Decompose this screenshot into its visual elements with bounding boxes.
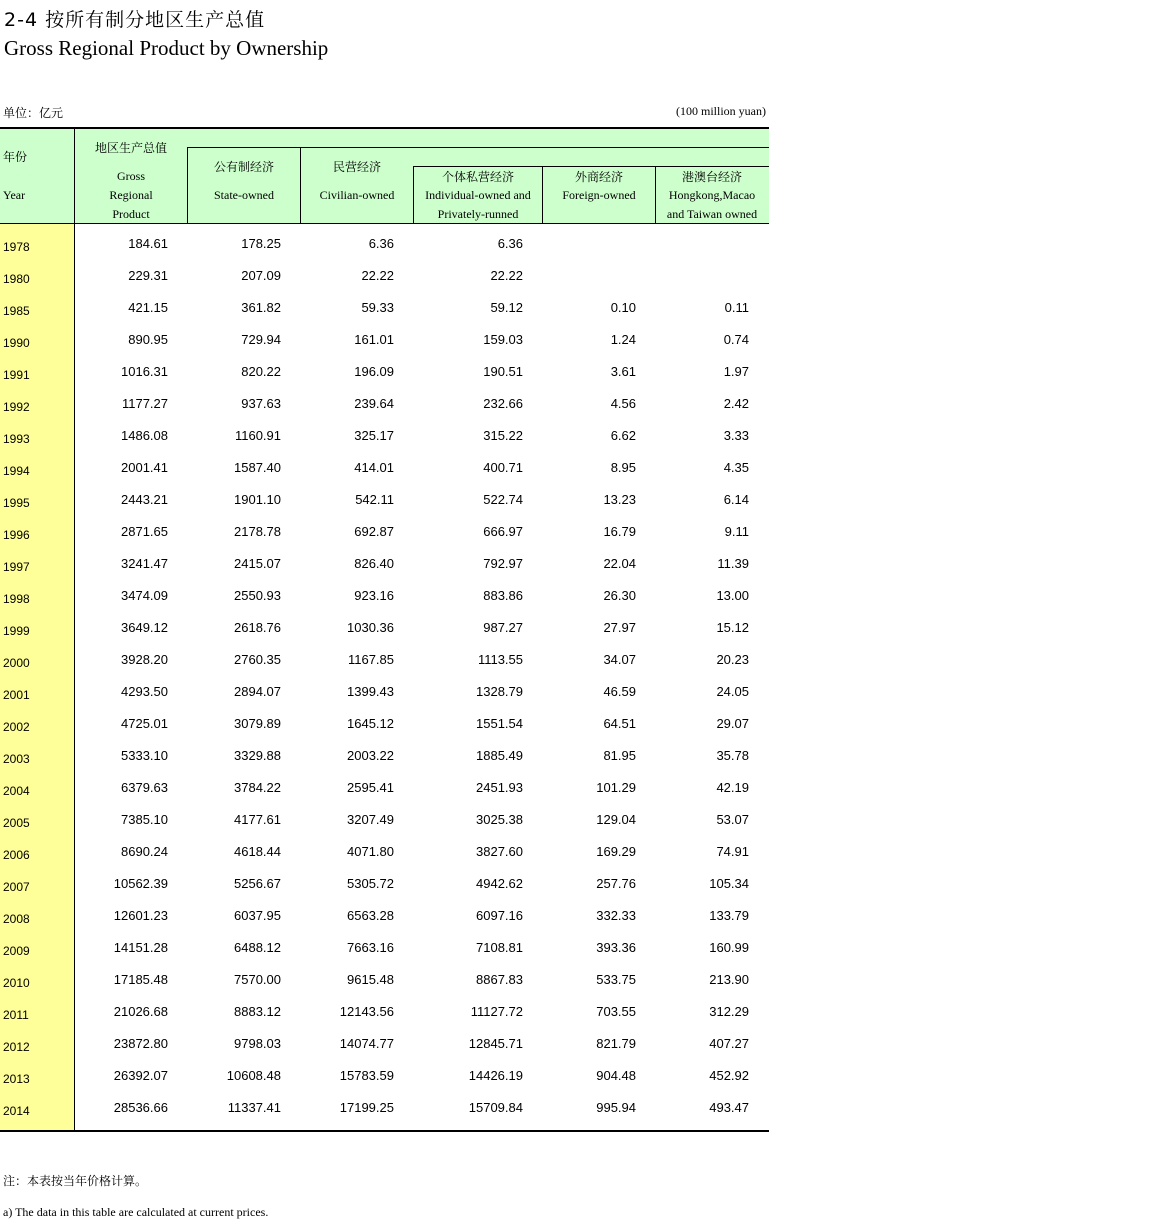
header-foreign-en: Foreign-owned — [562, 188, 636, 202]
cell-state: 10608.48 — [226, 1068, 281, 1083]
table-row — [0, 416, 769, 448]
cell-hmt: 4.35 — [723, 460, 749, 475]
table-row — [0, 224, 769, 256]
cell-individual: 232.66 — [483, 396, 523, 411]
cell-year: 2000 — [3, 656, 30, 670]
table-row — [0, 576, 769, 608]
cell-civilian: 3207.49 — [347, 812, 394, 827]
cell-civilian: 325.17 — [354, 428, 394, 443]
cell-gdp: 3241.47 — [121, 556, 168, 571]
cell-year: 2010 — [3, 976, 30, 990]
cell-year: 2009 — [3, 944, 30, 958]
cell-year: 1994 — [3, 464, 30, 478]
table-row — [0, 1088, 769, 1120]
cell-civilian: 12143.56 — [339, 1004, 394, 1019]
cell-foreign: 34.07 — [603, 652, 636, 667]
cell-hmt: 407.27 — [709, 1036, 749, 1051]
cell-state: 361.82 — [241, 300, 281, 315]
cell-foreign: 904.48 — [596, 1068, 636, 1083]
cell-individual: 7108.81 — [476, 940, 523, 955]
cell-individual: 15709.84 — [468, 1100, 523, 1115]
table-row — [0, 864, 769, 896]
cell-state: 9798.03 — [234, 1036, 281, 1051]
cell-gdp: 7385.10 — [121, 812, 168, 827]
header-state-cn: 公有制经济 — [213, 160, 274, 174]
cell-gdp: 184.61 — [128, 236, 168, 251]
cell-state: 2618.76 — [234, 620, 281, 635]
cell-foreign: 4.56 — [610, 396, 636, 411]
table-top-rule — [0, 127, 769, 129]
cell-state: 3079.89 — [234, 716, 281, 731]
cell-gdp: 4293.50 — [121, 684, 168, 699]
cell-individual: 4942.62 — [476, 876, 523, 891]
cell-hmt: 6.14 — [723, 492, 749, 507]
cell-year: 1991 — [3, 368, 30, 382]
cell-year: 1990 — [3, 336, 30, 350]
cell-hmt: 29.07 — [716, 716, 749, 731]
cell-foreign: 1.24 — [610, 332, 636, 347]
cell-year: 2013 — [3, 1072, 30, 1086]
table-row — [0, 352, 769, 384]
table-row — [0, 960, 769, 992]
cell-foreign: 13.23 — [603, 492, 636, 507]
cell-individual: 59.12 — [490, 300, 523, 315]
cell-gdp: 421.15 — [128, 300, 168, 315]
cell-year: 2008 — [3, 912, 30, 926]
table-row — [0, 992, 769, 1024]
cell-hmt: 24.05 — [716, 684, 749, 699]
table-row — [0, 736, 769, 768]
cell-state: 178.25 — [241, 236, 281, 251]
header-hmt-cn: 港澳台经济 — [681, 170, 742, 184]
cell-foreign: 169.29 — [596, 844, 636, 859]
cell-foreign: 81.95 — [603, 748, 636, 763]
cell-civilian: 1167.85 — [347, 652, 394, 667]
cell-gdp: 2871.65 — [121, 524, 168, 539]
cell-civilian: 414.01 — [354, 460, 394, 475]
cell-individual: 1551.54 — [476, 716, 523, 731]
footnote-cn: 注：本表按当年价格计算。 — [3, 1174, 148, 1188]
cell-civilian: 17199.25 — [339, 1100, 394, 1115]
cell-individual: 14426.19 — [468, 1068, 523, 1083]
cell-year: 1993 — [3, 432, 30, 446]
cell-hmt: 2.42 — [723, 396, 749, 411]
cell-individual: 2451.93 — [476, 780, 523, 795]
cell-gdp: 3928.20 — [121, 652, 168, 667]
table-row — [0, 928, 769, 960]
cell-hmt: 53.07 — [716, 812, 749, 827]
table-bottom-rule — [0, 1130, 769, 1132]
footnote-en: a) The data in this table are calculated at current prices. — [3, 1205, 269, 1219]
cell-year: 2006 — [3, 848, 30, 862]
cell-individual: 1328.79 — [476, 684, 523, 699]
cell-gdp: 17185.48 — [113, 972, 168, 987]
cell-gdp: 12601.23 — [113, 908, 168, 923]
cell-foreign: 703.55 — [596, 1004, 636, 1019]
cell-civilian: 22.22 — [361, 268, 394, 283]
cell-gdp: 1016.31 — [121, 364, 168, 379]
table-row — [0, 320, 769, 352]
table-row — [0, 704, 769, 736]
cell-state: 5256.67 — [234, 876, 281, 891]
cell-hmt: 35.78 — [716, 748, 749, 763]
cell-hmt: 0.11 — [724, 300, 749, 315]
cell-state: 937.63 — [241, 396, 281, 411]
cell-gdp: 23872.80 — [113, 1036, 168, 1051]
cell-civilian: 14074.77 — [339, 1036, 394, 1051]
cell-foreign: 101.29 — [596, 780, 636, 795]
cell-civilian: 15783.59 — [339, 1068, 394, 1083]
cell-year: 2014 — [3, 1104, 30, 1118]
cell-year: 2005 — [3, 816, 30, 830]
cell-year: 2003 — [3, 752, 30, 766]
cell-civilian: 2595.41 — [347, 780, 394, 795]
cell-hmt: 1.97 — [723, 364, 749, 379]
cell-civilian: 2003.22 — [347, 748, 394, 763]
cell-foreign: 821.79 — [596, 1036, 636, 1051]
cell-year: 1998 — [3, 592, 30, 606]
header-civilian-cn: 民营经济 — [332, 160, 381, 174]
cell-hmt: 0.74 — [723, 332, 749, 347]
cell-state: 4618.44 — [234, 844, 281, 859]
table-row — [0, 672, 769, 704]
header-subgroup-rule — [413, 166, 769, 167]
cell-individual: 159.03 — [483, 332, 523, 347]
cell-individual: 190.51 — [483, 364, 523, 379]
table-row — [0, 768, 769, 800]
cell-gdp: 10562.39 — [113, 876, 168, 891]
cell-hmt: 133.79 — [709, 908, 749, 923]
cell-year: 1995 — [3, 496, 30, 510]
cell-foreign: 533.75 — [596, 972, 636, 987]
cell-year: 2004 — [3, 784, 30, 798]
cell-year: 1992 — [3, 400, 30, 414]
cell-foreign: 22.04 — [603, 556, 636, 571]
cell-state: 1160.91 — [234, 428, 281, 443]
page-title-cn: 2-4 按所有制分地区生产总值 — [4, 9, 266, 31]
cell-hmt: 15.12 — [716, 620, 749, 635]
cell-individual: 6097.16 — [476, 908, 523, 923]
cell-state: 2550.93 — [234, 588, 281, 603]
cell-gdp: 3649.12 — [121, 620, 168, 635]
cell-state: 3784.22 — [234, 780, 281, 795]
cell-state: 7570.00 — [234, 972, 281, 987]
cell-foreign: 64.51 — [603, 716, 636, 731]
cell-civilian: 161.01 — [354, 332, 394, 347]
header-state-en: State-owned — [214, 188, 274, 202]
table-row — [0, 608, 769, 640]
cell-gdp: 890.95 — [128, 332, 168, 347]
cell-individual: 666.97 — [483, 524, 523, 539]
cell-hmt: 42.19 — [716, 780, 749, 795]
cell-individual: 22.22 — [490, 268, 523, 283]
cell-gdp: 6379.63 — [121, 780, 168, 795]
header-individual-cn: 个体私营经济 — [441, 170, 514, 184]
cell-foreign: 257.76 — [596, 876, 636, 891]
table-row — [0, 640, 769, 672]
cell-hmt: 493.47 — [709, 1100, 749, 1115]
cell-gdp: 229.31 — [128, 268, 168, 283]
cell-gdp: 5333.10 — [121, 748, 168, 763]
header-group-rule — [187, 147, 769, 148]
cell-foreign: 46.59 — [603, 684, 636, 699]
unit-label-cn: 单位：亿元 — [3, 106, 64, 120]
header-gdp-cn: 地区生产总值 — [94, 141, 167, 155]
cell-individual: 883.86 — [483, 588, 523, 603]
cell-civilian: 5305.72 — [347, 876, 394, 891]
cell-individual: 3025.38 — [476, 812, 523, 827]
cell-state: 2415.07 — [234, 556, 281, 571]
cell-civilian: 6.36 — [368, 236, 394, 251]
cell-individual: 400.71 — [483, 460, 523, 475]
cell-individual: 1885.49 — [476, 748, 523, 763]
cell-foreign: 16.79 — [603, 524, 636, 539]
cell-gdp: 3474.09 — [121, 588, 168, 603]
cell-state: 3329.88 — [234, 748, 281, 763]
header-year-en: Year — [3, 188, 26, 202]
cell-foreign: 0.10 — [610, 300, 636, 315]
cell-state: 4177.61 — [234, 812, 281, 827]
cell-civilian: 692.87 — [354, 524, 394, 539]
cell-year: 2007 — [3, 880, 30, 894]
header-foreign-cn: 外商经济 — [574, 170, 623, 184]
cell-state: 820.22 — [241, 364, 281, 379]
cell-state: 8883.12 — [234, 1004, 281, 1019]
cell-individual: 11127.72 — [470, 1004, 523, 1019]
cell-state: 6488.12 — [234, 940, 281, 955]
cell-state: 6037.95 — [234, 908, 281, 923]
cell-hmt: 9.11 — [724, 524, 749, 539]
cell-year: 1985 — [3, 304, 30, 318]
cell-gdp: 4725.01 — [121, 716, 168, 731]
cell-civilian: 826.40 — [354, 556, 394, 571]
cell-hmt: 3.33 — [723, 428, 749, 443]
cell-individual: 1113.55 — [477, 652, 523, 667]
table-row — [0, 544, 769, 576]
cell-year: 1980 — [3, 272, 30, 286]
cell-hmt: 312.29 — [709, 1004, 749, 1019]
table-row — [0, 1024, 769, 1056]
cell-state: 1901.10 — [234, 492, 281, 507]
cell-civilian: 4071.80 — [347, 844, 394, 859]
cell-year: 1996 — [3, 528, 30, 542]
cell-civilian: 1030.36 — [347, 620, 394, 635]
cell-individual: 3827.60 — [476, 844, 523, 859]
cell-hmt: 160.99 — [709, 940, 749, 955]
cell-year: 1999 — [3, 624, 30, 638]
cell-gdp: 2443.21 — [121, 492, 168, 507]
cell-foreign: 995.94 — [596, 1100, 636, 1115]
cell-civilian: 9615.48 — [347, 972, 394, 987]
cell-civilian: 239.64 — [354, 396, 394, 411]
cell-hmt: 452.92 — [709, 1068, 749, 1083]
header-gdp-en: Gross Regional Product — [109, 169, 153, 221]
cell-civilian: 923.16 — [354, 588, 394, 603]
table-row — [0, 512, 769, 544]
table-row — [0, 896, 769, 928]
table-row — [0, 480, 769, 512]
cell-year: 2011 — [3, 1008, 29, 1022]
cell-state: 2894.07 — [234, 684, 281, 699]
cell-civilian: 1645.12 — [347, 716, 394, 731]
cell-individual: 8867.83 — [476, 972, 523, 987]
cell-state: 2178.78 — [234, 524, 281, 539]
cell-civilian: 1399.43 — [347, 684, 394, 699]
table-row — [0, 448, 769, 480]
unit-label-en: (100 million yuan) — [676, 104, 766, 118]
cell-gdp: 21026.68 — [113, 1004, 168, 1019]
table-row — [0, 832, 769, 864]
cell-state: 1587.40 — [234, 460, 281, 475]
cell-foreign: 3.61 — [610, 364, 636, 379]
table-row — [0, 384, 769, 416]
cell-hmt: 11.39 — [717, 556, 749, 571]
header-year-cn: 年份 — [3, 150, 28, 164]
cell-gdp: 1177.27 — [121, 396, 168, 411]
cell-year: 1978 — [3, 240, 30, 254]
cell-individual: 522.74 — [483, 492, 523, 507]
cell-year: 2001 — [3, 688, 30, 702]
cell-civilian: 196.09 — [354, 364, 394, 379]
cell-individual: 6.36 — [497, 236, 523, 251]
cell-gdp: 14151.28 — [113, 940, 168, 955]
cell-gdp: 28536.66 — [113, 1100, 168, 1115]
cell-foreign: 6.62 — [610, 428, 636, 443]
cell-foreign: 8.95 — [610, 460, 636, 475]
cell-hmt: 105.34 — [709, 876, 749, 891]
cell-state: 11337.41 — [227, 1100, 281, 1115]
cell-gdp: 8690.24 — [121, 844, 168, 859]
cell-hmt: 13.00 — [716, 588, 749, 603]
cell-year: 1997 — [3, 560, 30, 574]
cell-civilian: 542.11 — [355, 492, 394, 507]
cell-year: 2012 — [3, 1040, 30, 1054]
page-title-en: Gross Regional Product by Ownership — [4, 36, 329, 60]
cell-hmt: 213.90 — [709, 972, 749, 987]
cell-foreign: 26.30 — [603, 588, 636, 603]
cell-hmt: 20.23 — [716, 652, 749, 667]
cell-foreign: 129.04 — [596, 812, 636, 827]
cell-foreign: 393.36 — [596, 940, 636, 955]
cell-year: 2002 — [3, 720, 30, 734]
table-row — [0, 256, 769, 288]
cell-state: 2760.35 — [234, 652, 281, 667]
header-hmt-en: Hongkong,Macao and Taiwan owned — [666, 188, 758, 221]
cell-state: 207.09 — [241, 268, 281, 283]
cell-individual: 987.27 — [483, 620, 523, 635]
cell-foreign: 27.97 — [603, 620, 636, 635]
table-row — [0, 800, 769, 832]
cell-civilian: 59.33 — [361, 300, 394, 315]
cell-individual: 792.97 — [483, 556, 523, 571]
table-row — [0, 288, 769, 320]
cell-civilian: 6563.28 — [347, 908, 394, 923]
header-individual-en: Individual-owned and Privately-runned — [425, 188, 531, 221]
cell-civilian: 7663.16 — [347, 940, 394, 955]
cell-gdp: 1486.08 — [121, 428, 168, 443]
cell-individual: 12845.71 — [468, 1036, 523, 1051]
table-row — [0, 1056, 769, 1088]
cell-hmt: 74.91 — [716, 844, 749, 859]
cell-gdp: 2001.41 — [121, 460, 168, 475]
cell-individual: 315.22 — [483, 428, 523, 443]
cell-state: 729.94 — [241, 332, 281, 347]
cell-gdp: 26392.07 — [113, 1068, 168, 1083]
cell-foreign: 332.33 — [596, 908, 636, 923]
header-civilian-en: Civilian-owned — [319, 188, 395, 202]
